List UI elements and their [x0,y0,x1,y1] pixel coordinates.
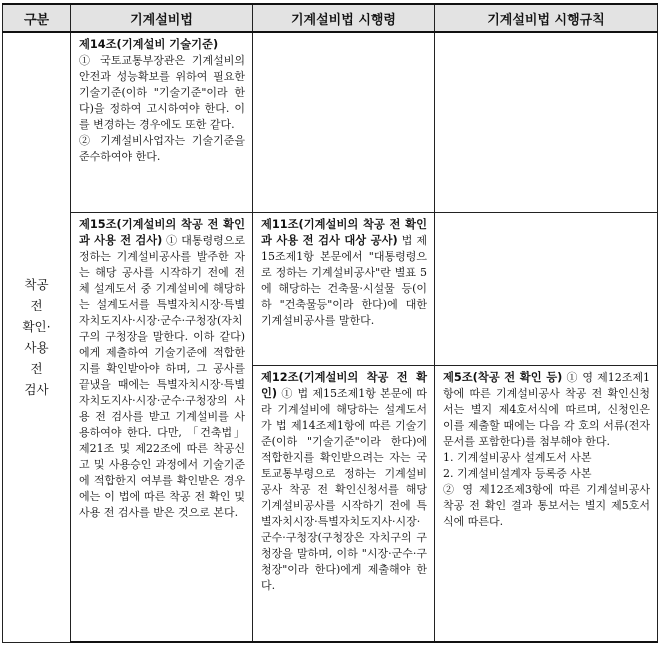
act-article-14-title: 제14조(기계설비 기술기준) [79,38,219,51]
decree-article-11-title: 제11조(기계설비의 착공 전 확인과 사용 전 검사 대상 공사) [261,217,427,247]
header-category: 구분 [3,4,71,32]
rule-article-5 [435,365,657,534]
category-cell [3,32,71,642]
decree-article-12-title: 제12조(기계설비의 착공 전 확인) [261,370,427,400]
category-line: 사용 [24,340,49,356]
category-line: 착공 [24,277,49,293]
act-article-14-para2: ② 기계설비사업자는 기술기준을 준수하여야 한다. [79,134,245,163]
decree-article-11-body: 법 제15조제1항 본문에서 "대통령령으로 정하는 기계설비공사"란 별표 5에 해당하는 건축물·시설물 등(이하 "건축물등"이라 한다)에 대한 기계설비공사를 말한다. [261,233,427,327]
category-line: 전 [30,361,43,377]
decree-article-12-body: ① 법 제15조제1항 본문에 따라 기계설비에 해당하는 설계도서가 법 제14조제1항에 따른 기술기준(이하 "기술기준"이라 한다)에 적합한지를 확인받으려는 자는 국토교통부령으로 정하는 기계설비공사 착공 전 확인신청서를 해당 기계설비공사를 시작하기 전에 특별자치시장·특별자치도지사·시장·군수·구청장(구청장은 자치구의 구청장을 말하며, 이하 "시장·군수·구청장"이라 한다)에게 제출해야 한다. [261,386,427,592]
act-article-14-para1: ① 국토교통부장관은 기계설비의 안전과 성능확보를 위하여 필요한 기술기준(이하 "기술기준"이라 한다)을 정하여 고시하여야 한다. 이를 변경하는 경우에도 또한 같다. [79,54,245,131]
act-article-15-cell [71,212,253,642]
rule-articles-cell [435,212,658,642]
rule-article-5-item2: 2. 기계설비설계자 등록증 사본 [443,466,592,480]
rule-empty-top [435,213,657,365]
header-rule: 기계설비법 시행규칙 [435,4,658,32]
decree-articles-cell [253,212,435,642]
row-article-14 [3,32,658,212]
header-row [3,4,658,32]
category-line: 검사 [24,382,49,398]
category-line: 확인· [22,319,51,335]
decree-article-11 [253,213,434,365]
decree-empty-cell [253,32,435,212]
category-line: 전 [30,298,43,314]
row-article-15 [3,212,658,642]
header-decree: 기계설비법 시행령 [253,4,435,32]
header-act: 기계설비법 [71,4,253,32]
act-article-15-title: 제15조(기계설비의 착공 전 확인과 사용 전 검사) [79,217,245,247]
law-comparison-table [2,3,658,643]
act-article-15-body: ① 대통령령으로 정하는 기계설비공사를 발주한 자는 해당 공사를 시작하기 전에 전체 설계도서 중 기계설비에 해당하는 설계도서를 특별자치시장·특별자치도지사·시장·군수·구청장(자치구의 구청장을 말한다. 이하 같다)에게 제출하여 기술기준에 적합한지를 확인받아야 하며, 그 공사를 끝냈을 때에는 특별자치시장·특별자치도지사·시장·군수·구청장의 사용 전 검사를 받고 기계설비를 사용하여야 한다. 다만, 「건축법」 제21조 및 제22조에 따른 착공신고 및 사용승인 과정에서 기술기준에 적합한지 여부를 확인받은 경우에는 이 법에 따른 착공 전 확인 및 사용 전 검사를 받은 것으로 본다. [79,233,245,519]
rule-article-5-body: ① 영 제12조제1항에 따른 기계설비공사 착공 전 확인신청서는 별지 제4호서식에 따르며, 신청인은 이를 제출할 때에는 다음 각 호의 서류(전자문서를 포함한다)를 첨부해야 한다. [443,370,650,448]
rule-empty-cell [435,32,658,212]
decree-article-12 [253,365,434,598]
act-article-14-cell [71,32,253,212]
rule-article-5-item1: 1. 기계설비공사 설계도서 사본 [443,450,592,464]
rule-article-5-title: 제5조(착공 전 확인 등) [443,370,563,384]
rule-article-5-para2: ② 영 제12조제3항에 따른 기계설비공사 착공 전 확인 결과 통보서는 별지 제5호서식에 따른다. [443,482,650,528]
